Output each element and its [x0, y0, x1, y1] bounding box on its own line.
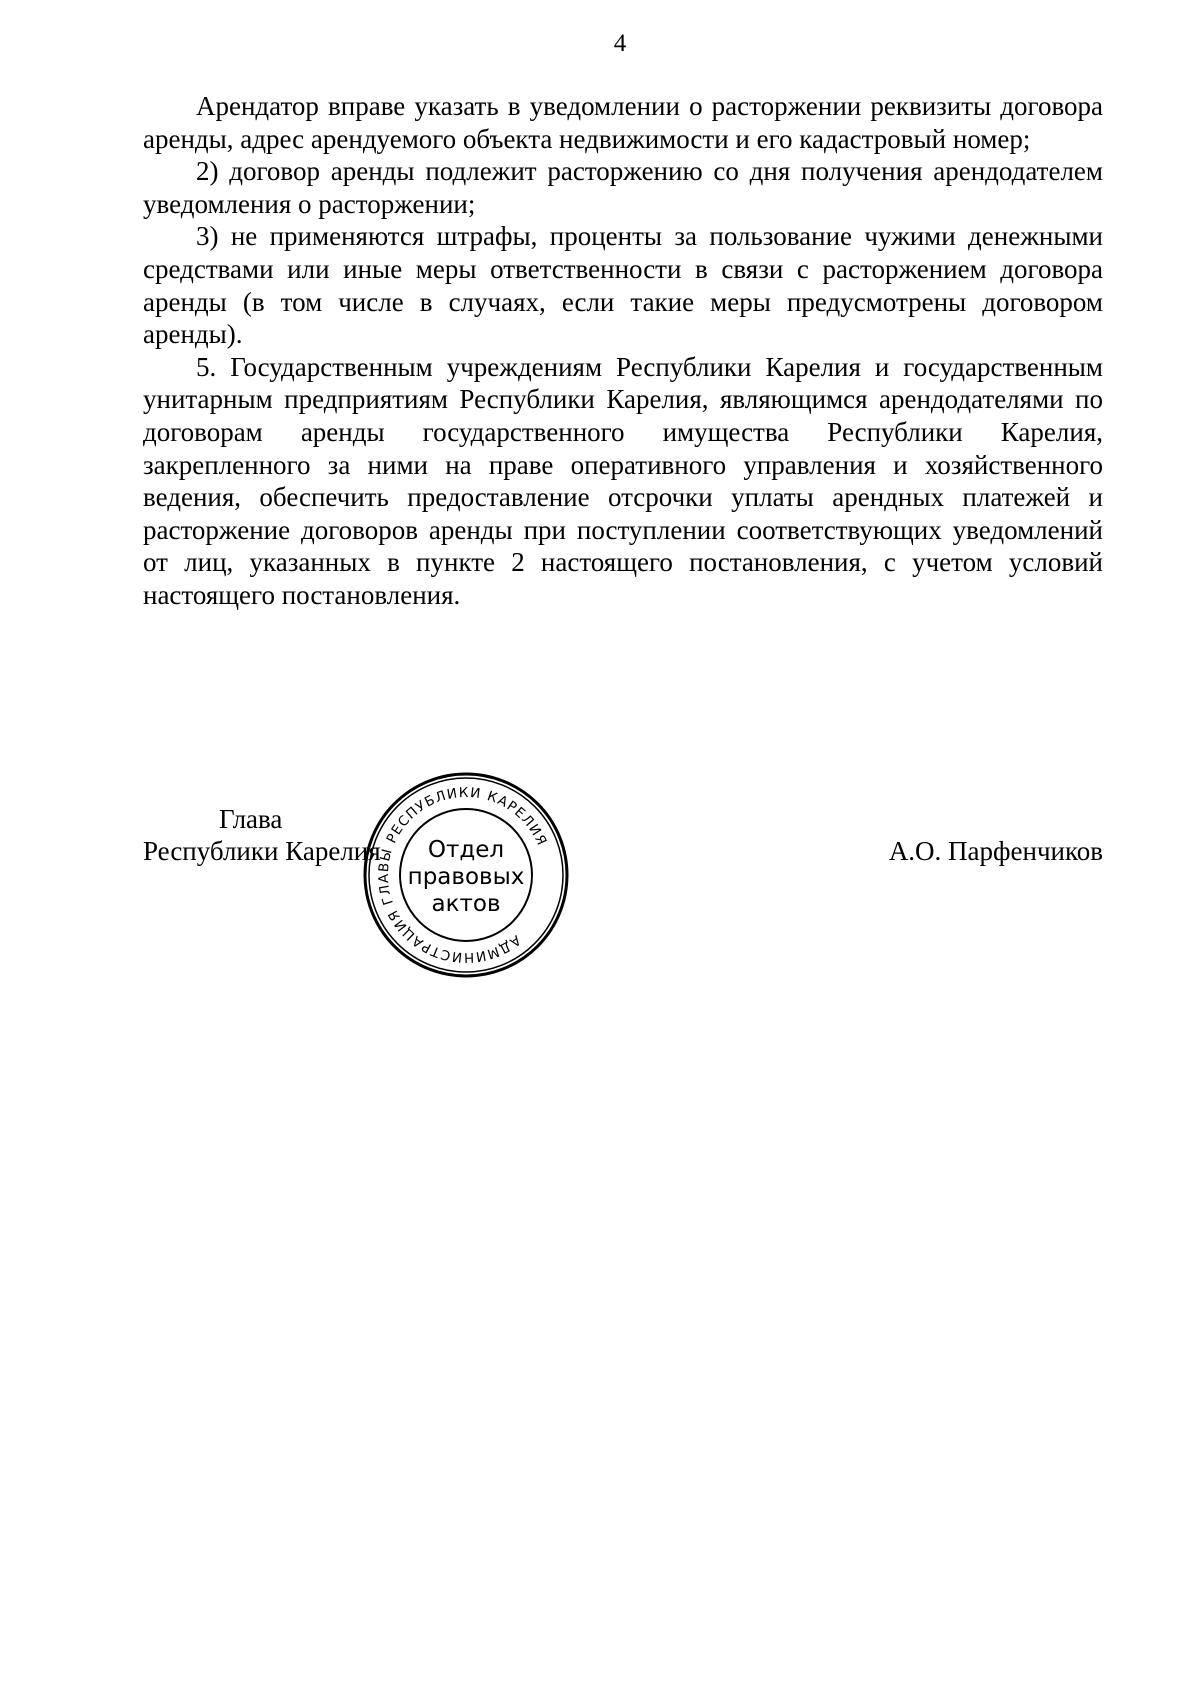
signatory-title-line1: Глава [219, 804, 283, 834]
stamp-center-line2: правовых [407, 864, 525, 890]
official-stamp [362, 771, 570, 979]
stamp-ring-textpath: АДМИНИСТРАЦИЯ ГЛАВЫ РЕСПУБЛИКИ КАРЕЛИЯ [375, 784, 550, 966]
stamp-center-line3: актов [431, 891, 501, 917]
signatory-title-line2: Республики Карелия [143, 836, 381, 866]
page-number: 4 [613, 30, 627, 57]
document-body [143, 90, 1103, 612]
paragraph: 2) договор аренды подлежит расторжению со дня получения арендодателем уведомления о расторжении; [143, 156, 1103, 219]
paragraph: 5. Государственным учреждениям Республики Карелия и государственным унитарным предприятиям Республики Карелия, являющимся арендодателями по договорам аренды государственного имущества Республики Карелия, закрепленного за ними на праве оперативного управления и хозяйственного ведения, обеспечить предоставление отсрочки уплаты арендных платежей и расторжение договоров аренды при поступлении соответствующих уведомлений от лиц, указанных в пункте 2 настоящего постановления, с учетом условий настоящего постановления. [143, 351, 1103, 610]
paragraph: 3) не применяются штрафы, проценты за пользование чужими денежными средствами или иные меры ответственности в связи с расторжением договора аренды (в том числе в случаях, если такие меры предусмотрены договором аренды). [143, 221, 1103, 350]
signatory-name: А.О. Парфенчиков [888, 836, 1103, 866]
paragraph: Арендатор вправе указать в уведомлении о расторжении реквизиты договора аренды, адрес арендуемого объекта недвижимости и его кадастровый номер; [143, 91, 1103, 154]
stamp-center-line1: Отдел [427, 837, 505, 863]
